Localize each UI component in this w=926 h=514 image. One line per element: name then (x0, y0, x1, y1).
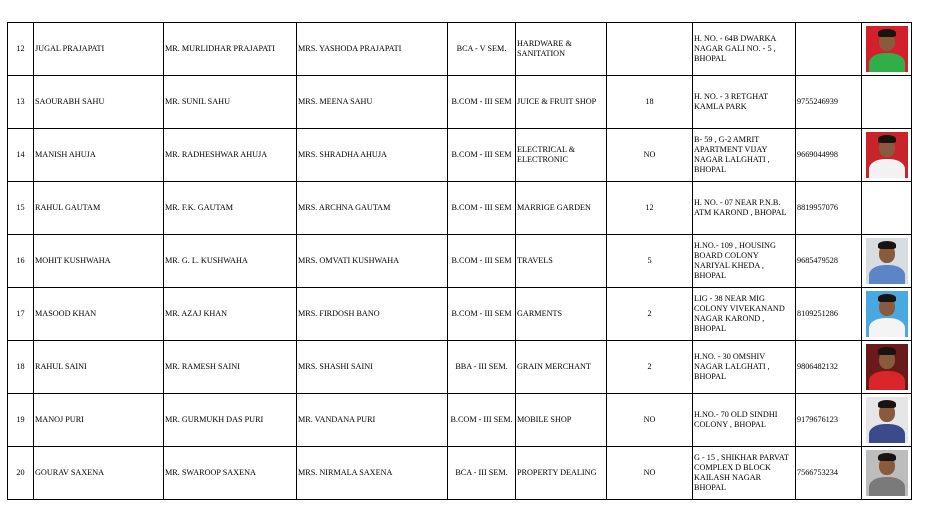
business-cell: ELECTRICAL & ELECTRONIC (516, 129, 607, 182)
photo-cell (862, 288, 912, 341)
serial-number-cell: 13 (8, 76, 34, 129)
table-row (8, 129, 912, 182)
student-photo (866, 397, 908, 443)
photo-cell (862, 394, 912, 447)
student-name-cell: SAOURABH SAHU (34, 76, 164, 129)
student-name-cell: MANOJ PURI (34, 394, 164, 447)
experience-cell: 2 (607, 341, 693, 394)
table-body (8, 23, 912, 500)
mother-name-cell: MRS. OMVATI KUSHWAHA (297, 235, 448, 288)
student-records-table (7, 22, 912, 500)
phone-cell: 7566753234 (796, 447, 862, 500)
father-name-cell: MR. SUNIL SAHU (164, 76, 297, 129)
address-cell: H.NO.- 109 , HOUSING BOARD COLONY NARIYAL KHEDA , BHOPAL (693, 235, 796, 288)
serial-number-cell: 16 (8, 235, 34, 288)
student-photo (866, 26, 908, 72)
table-row (8, 23, 912, 76)
mother-name-cell: MRS. NIRMALA SAXENA (297, 447, 448, 500)
student-name-cell: GOURAV SAXENA (34, 447, 164, 500)
father-name-cell: MR. SWAROOP SAXENA (164, 447, 297, 500)
student-photo (866, 344, 908, 390)
table-row (8, 447, 912, 500)
business-cell: MARRIGE GARDEN (516, 182, 607, 235)
student-name-cell: RAHUL GAUTAM (34, 182, 164, 235)
student-photo (866, 132, 908, 178)
mother-name-cell: MRS. MEENA SAHU (297, 76, 448, 129)
serial-number-cell: 12 (8, 23, 34, 76)
photo-cell (862, 23, 912, 76)
business-cell: PROPERTY DEALING (516, 447, 607, 500)
student-name-cell: JUGAL PRAJAPATI (34, 23, 164, 76)
student-photo (866, 291, 908, 337)
course-cell: B.COM - III SEM (448, 76, 516, 129)
student-name-cell: MOHIT KUSHWAHA (34, 235, 164, 288)
address-cell: H. NO. - 3 RETGHAT KAMLA PARK (693, 76, 796, 129)
experience-cell: NO (607, 129, 693, 182)
phone-cell: 8819957076 (796, 182, 862, 235)
business-cell: HARDWARE & SANITATION (516, 23, 607, 76)
photo-cell (862, 129, 912, 182)
serial-number-cell: 15 (8, 182, 34, 235)
course-cell: B.COM - III SEM (448, 182, 516, 235)
student-name-cell: RAHUL SAINI (34, 341, 164, 394)
experience-cell (607, 23, 693, 76)
business-cell: TRAVELS (516, 235, 607, 288)
course-cell: BCA - III SEM. (448, 447, 516, 500)
course-cell: B.COM - III SEM. (448, 394, 516, 447)
photo-cell (862, 182, 912, 235)
photo-cell (862, 235, 912, 288)
serial-number-cell: 18 (8, 341, 34, 394)
business-cell: GRAIN MERCHANT (516, 341, 607, 394)
experience-cell: 18 (607, 76, 693, 129)
address-cell: H.NO.- 70 OLD SINDHI COLONY , BHOPAL (693, 394, 796, 447)
student-photo (866, 450, 908, 496)
father-name-cell: MR. RADHESHWAR AHUJA (164, 129, 297, 182)
experience-cell: 12 (607, 182, 693, 235)
table-row (8, 394, 912, 447)
experience-cell: 5 (607, 235, 693, 288)
phone-cell (796, 23, 862, 76)
mother-name-cell: MRS. ARCHNA GAUTAM (297, 182, 448, 235)
mother-name-cell: MRS. YASHODA PRAJAPATI (297, 23, 448, 76)
phone-cell: 9685479528 (796, 235, 862, 288)
father-name-cell: MR. G. L. KUSHWAHA (164, 235, 297, 288)
address-cell: G - 15 , SHIKHAR PARVAT COMPLEX D BLOCK KAILASH NAGAR BHOPAL (693, 447, 796, 500)
serial-number-cell: 19 (8, 394, 34, 447)
table-row (8, 235, 912, 288)
course-cell: BBA - III SEM. (448, 341, 516, 394)
photo-cell (862, 447, 912, 500)
mother-name-cell: MRS. SHRADHA AHUJA (297, 129, 448, 182)
father-name-cell: MR. RAMESH SAINI (164, 341, 297, 394)
table-row (8, 182, 912, 235)
father-name-cell: MR. F.K. GAUTAM (164, 182, 297, 235)
course-cell: B.COM - III SEM (448, 129, 516, 182)
mother-name-cell: MRS. SHASHI SAINI (297, 341, 448, 394)
table-row (8, 76, 912, 129)
student-name-cell: MANISH AHUJA (34, 129, 164, 182)
phone-cell: 9755246939 (796, 76, 862, 129)
phone-cell: 8109251286 (796, 288, 862, 341)
serial-number-cell: 17 (8, 288, 34, 341)
photo-cell (862, 341, 912, 394)
address-cell: B- 59 , G-2 AMRIT APARTMENT VIJAY NAGAR LALGHATI , BHOPAL (693, 129, 796, 182)
serial-number-cell: 20 (8, 447, 34, 500)
father-name-cell: MR. AZAJ KHAN (164, 288, 297, 341)
phone-cell: 9669044998 (796, 129, 862, 182)
serial-number-cell: 14 (8, 129, 34, 182)
mother-name-cell: MR. VANDANA PURI (297, 394, 448, 447)
course-cell: BCA - V SEM. (448, 23, 516, 76)
phone-cell: 9806482132 (796, 341, 862, 394)
address-cell: LIG - 38 NEAR MIG COLONY VIVEKANAND NAGAR KAROND , BHOPAL (693, 288, 796, 341)
address-cell: H.NO. - 30 OMSHIV NAGAR LALGHATI , BHOPAL (693, 341, 796, 394)
table-row (8, 341, 912, 394)
course-cell: B.COM - III SEM (448, 288, 516, 341)
father-name-cell: MR. MURLIDHAR PRAJAPATI (164, 23, 297, 76)
experience-cell: 2 (607, 288, 693, 341)
business-cell: JUICE & FRUIT SHOP (516, 76, 607, 129)
address-cell: H. NO. - 07 NEAR P.N.B. ATM KAROND , BHOPAL (693, 182, 796, 235)
phone-cell: 9179676123 (796, 394, 862, 447)
business-cell: GARMENTS (516, 288, 607, 341)
father-name-cell: MR. GURMUKH DAS PURI (164, 394, 297, 447)
student-photo (866, 238, 908, 284)
experience-cell: NO (607, 447, 693, 500)
student-name-cell: MASOOD KHAN (34, 288, 164, 341)
experience-cell: NO (607, 394, 693, 447)
business-cell: MOBILE SHOP (516, 394, 607, 447)
address-cell: H. NO. - 64B DWARKA NAGAR GALI NO. - 5 , BHOPAL (693, 23, 796, 76)
mother-name-cell: MRS. FIRDOSH BANO (297, 288, 448, 341)
photo-cell (862, 76, 912, 129)
course-cell: B.COM - III SEM (448, 235, 516, 288)
table-row (8, 288, 912, 341)
